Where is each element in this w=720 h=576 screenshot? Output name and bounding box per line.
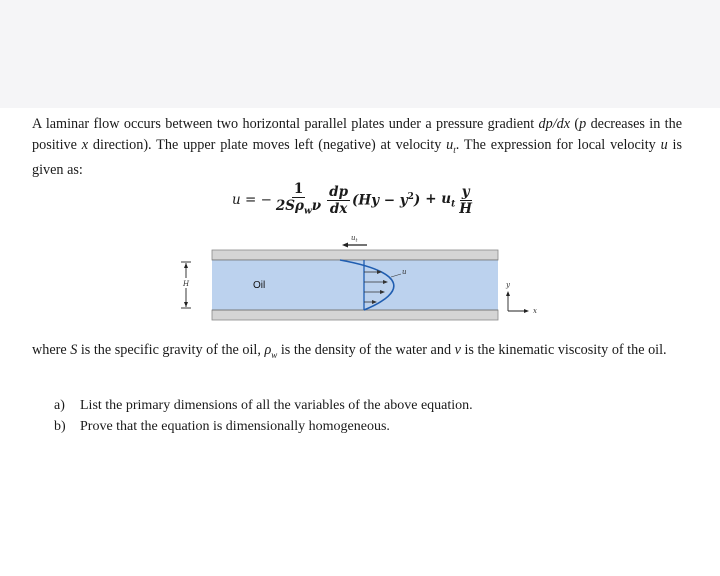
velocity-equation	[232, 176, 476, 224]
y-axis-label: y	[506, 281, 510, 289]
fraction-coefficient-denominator: $2S\rho_w\nu$	[275, 197, 322, 217]
problem-intro-paragraph	[32, 114, 682, 180]
fraction-y-over-h	[457, 184, 474, 217]
intro-text-5: . The expression for local velocity	[455, 136, 661, 153]
specific-gravity-symbol: S	[70, 342, 78, 358]
water-density-symbol: $\rho_w$	[264, 342, 278, 360]
plate-velocity-label: $u_t$	[351, 234, 358, 244]
upper-plate	[212, 250, 498, 260]
fraction-y-numerator: y	[461, 183, 470, 200]
intro-text-3: decreases in the positive	[32, 116, 682, 153]
equation-parenthesis-term: $(Hy - y^2)$	[352, 191, 421, 209]
velocity-symbol: u	[660, 136, 668, 153]
pressure-symbol: p	[579, 116, 587, 132]
x-symbol: x	[81, 136, 89, 153]
fraction-h-denominator: H	[459, 200, 473, 217]
intro-text-6: is given as:	[32, 136, 683, 178]
kinematic-viscosity-symbol: ν	[454, 342, 461, 358]
intro-text-4: direction). The upper plate moves left (negative) at velocity	[88, 136, 447, 153]
intro-text-1: A laminar flow occurs between two horizontal parallel plates under a pressure gradient	[32, 116, 539, 132]
equation-lhs: u = −	[232, 192, 272, 208]
fraction-coefficient	[274, 181, 323, 220]
fraction-pressure-gradient	[327, 184, 350, 217]
intro-text-2: (	[570, 116, 580, 132]
question-marker: b)	[54, 418, 66, 434]
oil-label: Oil	[253, 280, 266, 291]
question-item	[54, 396, 473, 417]
parallel-plates-figure	[176, 230, 556, 330]
fraction-coefficient-numerator: 1	[293, 180, 304, 197]
local-velocity-label: u	[402, 268, 407, 276]
plate-velocity-arrowhead	[342, 243, 348, 248]
question-item	[54, 417, 473, 438]
question-marker: a)	[54, 398, 65, 413]
lower-plate	[212, 310, 498, 320]
question-text: Prove that the equation is dimensionally homogeneous.	[80, 418, 390, 434]
question-list	[54, 396, 473, 437]
fraction-gradient-numerator: dp	[329, 183, 349, 200]
question-text: List the primary dimensions of all the variables of the above equation.	[80, 398, 473, 413]
variable-definitions-paragraph: where S is the specific gravity of the oil, $\rho_w$ is the density of the water and ν is the kinematic viscosity of the oil.	[32, 342, 667, 360]
plate-velocity-symbol: $u_t$	[446, 136, 456, 155]
fraction-gradient-denominator: dx	[329, 200, 348, 217]
pressure-gradient-symbol: dp/dx	[538, 116, 571, 132]
x-axis-label: x	[533, 307, 537, 315]
equation-plate-term: + $u_t$	[425, 190, 456, 210]
height-label: H	[182, 280, 190, 288]
top-blank-band	[0, 0, 720, 108]
